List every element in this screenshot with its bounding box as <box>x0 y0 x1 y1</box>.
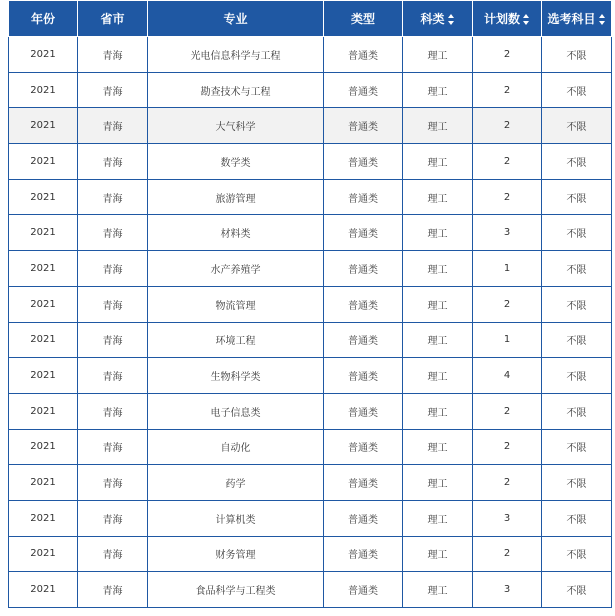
column-header-label: 类型 <box>350 12 375 26</box>
cell-elective-subjects: 不限 <box>542 37 612 73</box>
column-header-elective-subjects[interactable] <box>542 1 612 37</box>
cell-year: 2021 <box>9 429 78 465</box>
table-row <box>9 322 612 358</box>
cell-plan-count: 2 <box>473 72 542 108</box>
cell-type: 普通类 <box>324 251 403 287</box>
cell-elective-subjects: 不限 <box>542 179 612 215</box>
cell-subject-category: 理工 <box>403 37 473 73</box>
column-header-type <box>324 1 403 37</box>
cell-year: 2021 <box>9 37 78 73</box>
cell-type: 普通类 <box>324 37 403 73</box>
table-row <box>9 286 612 322</box>
cell-province: 青海 <box>78 358 148 394</box>
cell-plan-count: 2 <box>473 465 542 501</box>
column-header-label: 省市 <box>100 12 125 26</box>
plan-table-container <box>8 0 611 608</box>
table-row <box>9 572 612 608</box>
cell-province: 青海 <box>78 572 148 608</box>
cell-type: 普通类 <box>324 500 403 536</box>
cell-subject-category: 理工 <box>403 500 473 536</box>
column-header-label: 科类 <box>420 12 445 26</box>
cell-plan-count: 1 <box>473 251 542 287</box>
cell-plan-count: 2 <box>473 393 542 429</box>
cell-province: 青海 <box>78 286 148 322</box>
sort-arrows-icon[interactable] <box>523 14 530 25</box>
column-header-label: 年份 <box>30 12 55 26</box>
table-header-row <box>9 1 612 37</box>
cell-province: 青海 <box>78 215 148 251</box>
table-row <box>9 465 612 501</box>
table-row <box>9 358 612 394</box>
cell-province: 青海 <box>78 536 148 572</box>
cell-type: 普通类 <box>324 322 403 358</box>
cell-elective-subjects: 不限 <box>542 144 612 180</box>
cell-province: 青海 <box>78 179 148 215</box>
cell-year: 2021 <box>9 465 78 501</box>
cell-year: 2021 <box>9 72 78 108</box>
cell-major: 计算机类 <box>148 500 324 536</box>
cell-subject-category: 理工 <box>403 72 473 108</box>
cell-major: 环境工程 <box>148 322 324 358</box>
cell-type: 普通类 <box>324 536 403 572</box>
cell-major: 电子信息类 <box>148 393 324 429</box>
column-header-label: 计划数 <box>483 12 520 26</box>
cell-year: 2021 <box>9 322 78 358</box>
cell-major: 物流管理 <box>148 286 324 322</box>
cell-type: 普通类 <box>324 393 403 429</box>
cell-elective-subjects: 不限 <box>542 322 612 358</box>
cell-province: 青海 <box>78 37 148 73</box>
cell-province: 青海 <box>78 72 148 108</box>
cell-province: 青海 <box>78 465 148 501</box>
cell-year: 2021 <box>9 393 78 429</box>
cell-plan-count: 2 <box>473 37 542 73</box>
cell-plan-count: 3 <box>473 572 542 608</box>
table-row <box>9 429 612 465</box>
cell-major: 生物科学类 <box>148 358 324 394</box>
cell-elective-subjects: 不限 <box>542 251 612 287</box>
table-row <box>9 500 612 536</box>
cell-elective-subjects: 不限 <box>542 108 612 144</box>
column-header-major <box>148 1 324 37</box>
cell-major: 数学类 <box>148 144 324 180</box>
column-header-label: 专业 <box>223 12 248 26</box>
cell-province: 青海 <box>78 429 148 465</box>
cell-major: 大气科学 <box>148 108 324 144</box>
cell-elective-subjects: 不限 <box>542 358 612 394</box>
cell-type: 普通类 <box>324 286 403 322</box>
cell-major: 自动化 <box>148 429 324 465</box>
cell-type: 普通类 <box>324 358 403 394</box>
cell-major: 财务管理 <box>148 536 324 572</box>
cell-elective-subjects: 不限 <box>542 393 612 429</box>
cell-elective-subjects: 不限 <box>542 500 612 536</box>
cell-elective-subjects: 不限 <box>542 286 612 322</box>
cell-major: 光电信息科学与工程 <box>148 37 324 73</box>
cell-elective-subjects: 不限 <box>542 72 612 108</box>
cell-year: 2021 <box>9 286 78 322</box>
cell-plan-count: 1 <box>473 322 542 358</box>
cell-subject-category: 理工 <box>403 251 473 287</box>
column-header-subject-category[interactable] <box>403 1 473 37</box>
cell-province: 青海 <box>78 144 148 180</box>
cell-province: 青海 <box>78 108 148 144</box>
cell-elective-subjects: 不限 <box>542 215 612 251</box>
cell-major: 药学 <box>148 465 324 501</box>
cell-type: 普通类 <box>324 429 403 465</box>
sort-arrows-icon[interactable] <box>599 14 606 25</box>
cell-major: 材料类 <box>148 215 324 251</box>
table-row <box>9 179 612 215</box>
cell-subject-category: 理工 <box>403 215 473 251</box>
table-row <box>9 393 612 429</box>
cell-major: 勘查技术与工程 <box>148 72 324 108</box>
cell-subject-category: 理工 <box>403 572 473 608</box>
cell-plan-count: 4 <box>473 358 542 394</box>
cell-subject-category: 理工 <box>403 322 473 358</box>
cell-subject-category: 理工 <box>403 465 473 501</box>
cell-year: 2021 <box>9 358 78 394</box>
cell-subject-category: 理工 <box>403 429 473 465</box>
cell-major: 食品科学与工程类 <box>148 572 324 608</box>
table-row <box>9 108 612 144</box>
cell-plan-count: 2 <box>473 429 542 465</box>
column-header-label: 选考科目 <box>547 12 596 26</box>
cell-year: 2021 <box>9 215 78 251</box>
cell-elective-subjects: 不限 <box>542 465 612 501</box>
sort-arrows-icon[interactable] <box>448 14 455 25</box>
cell-province: 青海 <box>78 500 148 536</box>
table-row <box>9 215 612 251</box>
cell-year: 2021 <box>9 536 78 572</box>
table-row <box>9 144 612 180</box>
cell-subject-category: 理工 <box>403 393 473 429</box>
cell-subject-category: 理工 <box>403 108 473 144</box>
cell-plan-count: 3 <box>473 500 542 536</box>
cell-major: 旅游管理 <box>148 179 324 215</box>
cell-plan-count: 2 <box>473 179 542 215</box>
plan-table <box>8 0 612 608</box>
cell-subject-category: 理工 <box>403 358 473 394</box>
cell-major: 水产养殖学 <box>148 251 324 287</box>
cell-elective-subjects: 不限 <box>542 572 612 608</box>
cell-year: 2021 <box>9 500 78 536</box>
table-row <box>9 536 612 572</box>
cell-year: 2021 <box>9 179 78 215</box>
column-header-plan-count[interactable] <box>473 1 542 37</box>
table-body <box>9 37 612 608</box>
cell-year: 2021 <box>9 108 78 144</box>
cell-plan-count: 2 <box>473 536 542 572</box>
cell-year: 2021 <box>9 572 78 608</box>
cell-elective-subjects: 不限 <box>542 429 612 465</box>
cell-plan-count: 3 <box>473 215 542 251</box>
table-row <box>9 72 612 108</box>
cell-type: 普通类 <box>324 215 403 251</box>
cell-year: 2021 <box>9 251 78 287</box>
cell-plan-count: 2 <box>473 108 542 144</box>
cell-type: 普通类 <box>324 108 403 144</box>
cell-elective-subjects: 不限 <box>542 536 612 572</box>
cell-type: 普通类 <box>324 465 403 501</box>
cell-province: 青海 <box>78 251 148 287</box>
cell-type: 普通类 <box>324 179 403 215</box>
table-row <box>9 37 612 73</box>
cell-subject-category: 理工 <box>403 179 473 215</box>
cell-type: 普通类 <box>324 572 403 608</box>
cell-plan-count: 2 <box>473 144 542 180</box>
table-row <box>9 251 612 287</box>
cell-type: 普通类 <box>324 144 403 180</box>
cell-province: 青海 <box>78 322 148 358</box>
cell-province: 青海 <box>78 393 148 429</box>
cell-year: 2021 <box>9 144 78 180</box>
cell-subject-category: 理工 <box>403 286 473 322</box>
column-header-year <box>9 1 78 37</box>
cell-subject-category: 理工 <box>403 536 473 572</box>
column-header-province <box>78 1 148 37</box>
cell-type: 普通类 <box>324 72 403 108</box>
cell-plan-count: 2 <box>473 286 542 322</box>
cell-subject-category: 理工 <box>403 144 473 180</box>
